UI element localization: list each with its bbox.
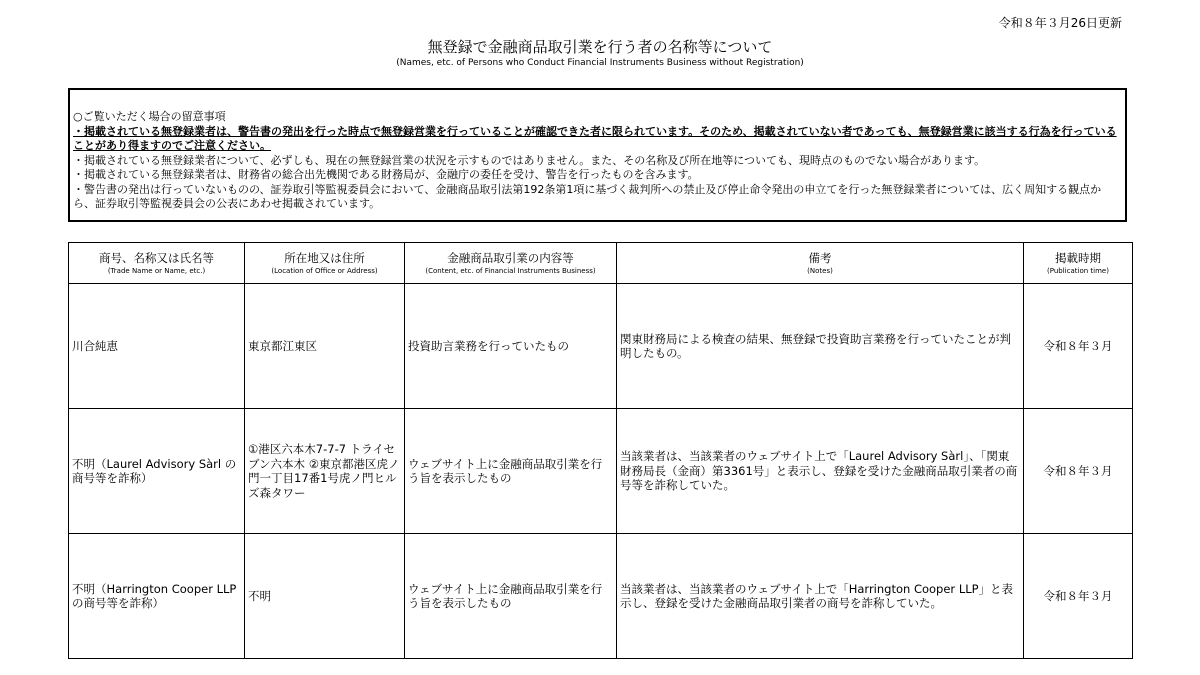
column-header-address: 所在地又は住所 (Location of Office or Address) [245, 243, 405, 284]
cell-address: ①港区六本木7-7-7 トライセブン六本木 ②東京都港区虎ノ門一丁目17番1号虎ノ門ヒルズ森タワー [245, 409, 405, 534]
table-row [69, 284, 1133, 409]
cell-publication-time: 令和８年３月 [1024, 534, 1133, 659]
notice-item: ・掲載されている無登録業者は、財務省の総合出先機関である財務局が、金融庁の委任を受け、警告を行ったものを含みます。 [73, 168, 699, 181]
table-row [69, 534, 1133, 659]
cell-notes: 当該業者は、当該業者のウェブサイト上で「Laurel Advisory Sàrl」、「関東財務局長（金商）第3361号」と表示し、登録を受けた金融商品取引業者の商号等を詐称していた。 [617, 409, 1024, 534]
unregistered-operators-table [68, 242, 1133, 659]
notice-item: ・掲載されている無登録業者について、必ずしも、現在の無登録営業の状況を示すものではありません。また、その名称及び所在地等についても、現時点のものでない場合があります。 [73, 153, 986, 167]
updated-date: 令和８年３月26日更新 [998, 16, 1122, 30]
cell-name: 不明（Laurel Advisory Sàrl の商号等を詐称） [69, 409, 245, 534]
cell-content: 投資助言業務を行っていたもの [405, 284, 617, 409]
notice-item: ・警告書の発出は行っていないものの、証券取引等監視委員会において、金融商品取引法第192条第1項に基づく裁判所への禁止及び停止命令発出の申立てを行った無登録業者については、広く周知する観点から、証券取引等監視委員会の公表にあわせ掲載されています。 [73, 182, 1102, 210]
notice-heading: ○ご覧いただく場合の留意事項 [73, 110, 226, 123]
cell-address: 東京都江東区 [245, 284, 405, 409]
page-subtitle: (Names, etc. of Persons who Conduct Financial Instruments Business without Registration) [396, 58, 804, 68]
cell-address: 不明 [245, 534, 405, 659]
column-header-notes: 備考 (Notes) [617, 243, 1024, 284]
cell-notes: 当該業者は、当該業者のウェブサイト上で「Harrington Cooper LLP」と表示し、登録を受けた金融商品取引業者の商号を詐称していた。 [617, 534, 1024, 659]
page-title: 無登録で金融商品取引業を行う者の名称等について [427, 38, 773, 56]
cell-notes: 関東財務局による検査の結果、無登録で投資助言業務を行っていたことが判明したもの。 [617, 284, 1024, 409]
notice-box [68, 88, 1127, 222]
cell-content: ウェブサイト上に金融商品取引業を行う旨を表示したもの [405, 409, 617, 534]
column-header-content: 金融商品取引業の内容等 (Content, etc. of Financial Instruments Business) [405, 243, 617, 284]
column-header-name: 商号、名称又は氏名等 (Trade Name or Name, etc.) [69, 243, 245, 284]
table-header-row [69, 243, 1133, 284]
cell-content: ウェブサイト上に金融商品取引業を行う旨を表示したもの [405, 534, 617, 659]
table-row [69, 409, 1133, 534]
notice-warning: ・掲載されている無登録業者は、警告書の発出を行った時点で無登録営業を行っていることが確認できた者に限られています。そのため、掲載されていない者であっても、無登録営業に該当する行為を行っていることがあり得ますのでご注意ください。 [73, 124, 1117, 152]
cell-publication-time: 令和８年３月 [1024, 409, 1133, 534]
cell-name: 川合純恵 [69, 284, 245, 409]
column-header-publication-time: 掲載時期 (Publication time) [1024, 243, 1133, 284]
cell-name: 不明（Harrington Cooper LLP の商号等を詐称） [69, 534, 245, 659]
cell-publication-time: 令和８年３月 [1024, 284, 1133, 409]
